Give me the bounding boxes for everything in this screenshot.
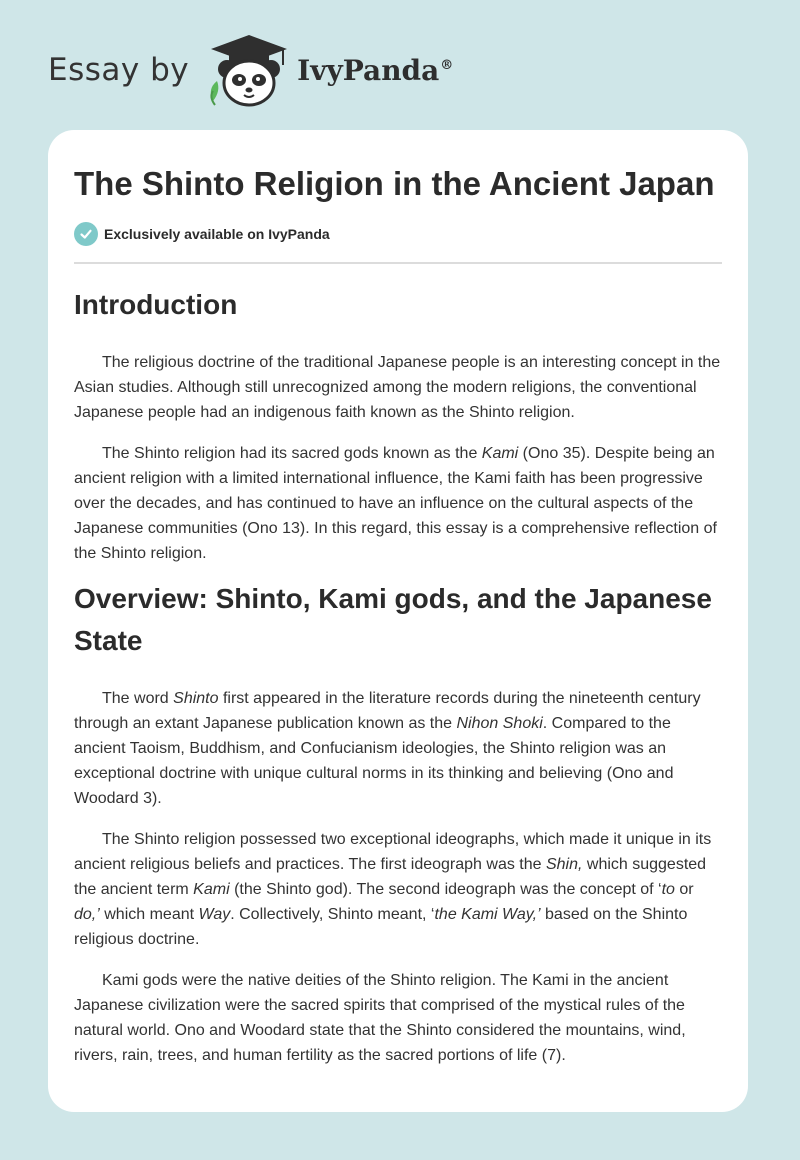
panda-logo-icon[interactable] <box>203 31 295 109</box>
brand-prefix: Essay by <box>48 52 190 88</box>
italic-term: Kami <box>193 881 230 898</box>
divider <box>74 262 722 264</box>
text-run: . Collectively, Shinto meant, ‘ <box>230 906 435 923</box>
site-header <box>48 30 453 110</box>
essay-title: The Shinto Religion in the Ancient Japan <box>74 165 715 202</box>
text-run: . Compared to the ancient Taoism, Buddhism, and Confucianism ideologies, the Shinto religion was an exceptional doctrine with unique cultural norms in its thinking and believing (Ono and Woodard 3). <box>74 715 674 807</box>
italic-term: do,’ <box>74 906 100 923</box>
italic-term: Shinto <box>173 690 219 707</box>
section-heading-introduction: Introduction <box>74 289 238 320</box>
italic-term: Shin, <box>545 856 583 873</box>
text-run: The word <box>102 690 174 707</box>
italic-term: the Kami Way,’ <box>434 906 541 923</box>
text-run: The religious doctrine of the traditional Japanese people is an interesting concept in the Asian studies. Although still unrecognized among the modern religions, the conventional Japanese people had an indigenous faith known as the Shinto religion. <box>74 354 721 421</box>
text-run: The Shinto religion had its sacred gods known as the <box>102 445 482 462</box>
text-run: (the Shinto god). The second ideograph was the concept of ‘ <box>229 881 662 898</box>
text-run: or <box>674 881 694 898</box>
section-heading-overview: Overview: Shinto, Kami gods, and the Japanese State <box>74 583 712 656</box>
paragraph <box>74 686 722 811</box>
text-run: Kami gods were the native deities of the Shinto religion. The Kami in the ancient Japanese civilization were the sacred spirits that comprised of the mystical rules of the natural world. Ono and Woodard state that the Shinto considered the mountains, wind, rivers, rain, trees, and human fertility as the sacred portions of life (7). <box>74 972 686 1064</box>
brand-name[interactable]: IvyPanda® <box>297 53 454 87</box>
italic-term: to <box>661 881 675 898</box>
text-run: based on the Shinto religious doctrine. <box>74 906 688 948</box>
paragraph <box>74 350 722 425</box>
text-run: which meant <box>99 906 199 923</box>
italic-term: Nihon Shoki <box>456 715 543 732</box>
text-run: (Ono 35). Despite being an ancient religion with a limited international influence, the Kami faith has been progressive over the decades, and has continued to have an influence on the cultural aspects of the Japanese communities (Ono 13). In this regard, this essay is a comprehensive reflection of the Shinto religion. <box>74 445 717 562</box>
text-run: which suggested the ancient term <box>74 856 707 898</box>
registered-mark: ® <box>440 58 454 74</box>
text-run: first appeared in the literature records during the nineteenth century through an extant Japanese publication known as the <box>74 690 701 732</box>
paragraph <box>74 968 722 1068</box>
italic-term: Way <box>198 906 231 923</box>
exclusive-badge <box>74 222 722 246</box>
paragraph <box>74 827 722 952</box>
paragraph <box>74 441 722 566</box>
exclusive-badge-label: Exclusively available on IvyPanda <box>104 226 330 242</box>
check-circle-icon <box>74 222 98 246</box>
text-run: The Shinto religion possessed two exceptional ideographs, which made it unique in its ancient religious beliefs and practices. The first ideograph was the <box>74 831 712 873</box>
essay-card <box>48 130 748 1112</box>
italic-term: Kami <box>481 445 519 462</box>
